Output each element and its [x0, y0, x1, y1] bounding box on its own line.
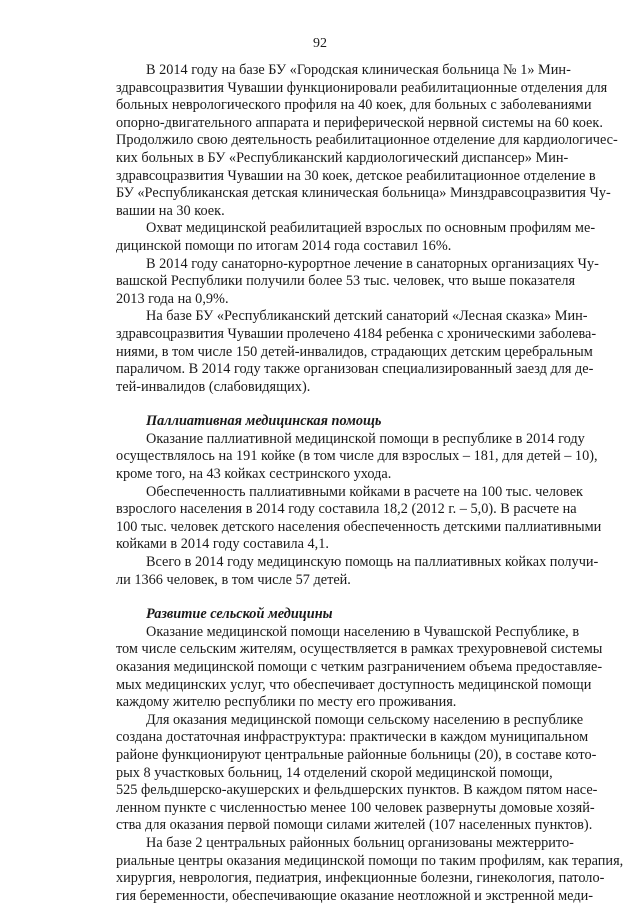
text-line: койками в 2014 году составила 4,1. — [116, 536, 329, 553]
section-spacer — [116, 589, 540, 606]
text-line: 2013 года на 0,9%. — [116, 290, 229, 307]
page-number: 92 — [313, 36, 327, 51]
paragraph — [116, 308, 597, 396]
text-line: параличом. В 2014 году также организован специализированный заезд для де- — [116, 361, 594, 378]
text-line: Охват медицинской реабилитацией взрослых по основным профилям ме- — [146, 220, 596, 237]
text-line: больных неврологического профиля на 40 коек, для больных с заболеваниями — [116, 97, 592, 114]
paragraph — [116, 220, 596, 255]
text-line: ниями, в том числе 150 детей-инвалидов, страдающих детским церебральным — [116, 343, 593, 360]
text-line: создана достаточная инфраструктура: практически в каждом муниципальном — [116, 729, 589, 746]
text-line: Оказание паллиативной медицинской помощи в республике в 2014 году — [146, 430, 585, 447]
text-line: здравсоцразвития Чувашии пролечено 4184 ребенка с хроническими заболева- — [116, 325, 597, 342]
text-line: Обеспеченность паллиативными койками в расчете на 100 тыс. человек — [146, 483, 583, 500]
section-heading: Развитие сельской медицины — [146, 606, 333, 623]
text-line: В 2014 году санаторно-курортное лечение в санаторных организациях Чу- — [146, 255, 599, 272]
text-line: Оказание медицинской помощи населению в Чувашской Республике, в — [146, 623, 580, 640]
text-line: вашской Республики получили более 53 тыс. человек, что выше показателя — [116, 273, 576, 290]
text-line: ли 1366 человек, в том числе 57 детей. — [116, 571, 351, 588]
text-line: каждому жителю республики по месту его проживания. — [116, 694, 457, 711]
text-line: оказания медицинской помощи с четким разграничением объема предоставляе- — [116, 659, 603, 675]
text-line: Для оказания медицинской помощи сельскому населению в республике — [146, 711, 584, 728]
paragraph — [116, 483, 602, 554]
text-line: вашии на 30 коек. — [116, 202, 225, 219]
text-line: хирургия, неврология, педиатрия, инфекционные болезни, гинекология, патоло- — [116, 870, 605, 887]
paragraph — [116, 623, 603, 712]
paragraph — [116, 62, 618, 220]
text-line: Продолжило свою деятельность реабилитационное отделение для кардиологичес- — [116, 132, 618, 149]
text-line: осуществлялось на 191 койке (в том числе для взрослых – 181, для детей – 10), — [116, 448, 598, 465]
text-line: дицинской помощи по итогам 2014 года составил 16%. — [116, 237, 452, 254]
text-line: здравсоцразвития Чувашии на 30 коек, детское реабилитационное отделение в — [116, 167, 596, 184]
text-line: районе функционируют центральные районные больницы (20), в составе кото- — [116, 746, 597, 763]
text-line: На базе 2 центральных районных больниц организованы межтеррито- — [146, 834, 574, 851]
text-line: На базе БУ «Республиканский детский санаторий «Лесная сказка» Мин- — [146, 308, 588, 325]
text-line: риальные центры оказания медицинской помощи по таким профилям, как терапия, — [116, 852, 624, 869]
text-line: В 2014 году на базе БУ «Городская клиническая больница № 1» Мин- — [146, 62, 571, 78]
text-line: том числе сельским жителям, осуществляется в рамках трехуровневой системы — [116, 641, 603, 658]
paragraph — [116, 430, 598, 484]
text-line: ства для оказания первой помощи силами жителей (107 населенных пунктов). — [116, 817, 593, 834]
text-line: рых 8 участковых больниц, 14 отделений скорой медицинской помощи, — [116, 764, 553, 781]
paragraph — [116, 554, 599, 589]
text-line: гия беременности, обеспечивающие оказание неотложной и экстренной меди- — [116, 887, 594, 904]
text-line: мых медицинских услуг, что обеспечивает доступность медицинской помощи — [116, 676, 592, 693]
text-line: ких больных в БУ «Республиканский кардиологический диспансер» Мин- — [116, 149, 569, 166]
paragraph — [116, 711, 598, 835]
text-line: опорно-двигательного аппарата и периферической нервной системы на 60 коек. — [116, 114, 603, 131]
text-line: здравсоцразвития Чувашии функционировали реабилитационные отделения для — [116, 79, 608, 96]
paragraph — [116, 255, 599, 309]
text-line: кроме того, на 43 койках сестринского ухода. — [116, 466, 392, 483]
text-line: 525 фельдшерско-акушерских и фельдшерских пунктов. В каждом пятом насе- — [116, 782, 598, 799]
text-line: тей-инвалидов (слабовидящих). — [116, 378, 311, 395]
text-line: ленном пункте с численностью менее 100 человек развернуты домовые хозяй- — [116, 799, 595, 816]
paragraph — [116, 834, 624, 905]
text-line: взрослого населения в 2014 году составила 18,2 (2012 г. – 5,0). В расчете на — [116, 501, 577, 518]
document-body — [116, 62, 624, 905]
section-heading: Паллиативная медицинская помощь — [146, 413, 382, 430]
section-spacer — [116, 396, 540, 413]
text-line: 100 тыс. человек детского населения обеспеченность детскими паллиативными — [116, 518, 602, 535]
text-line: БУ «Республиканская детская клиническая больница» Минздравсоцразвития Чу- — [116, 185, 611, 202]
text-line: Всего в 2014 году медицинскую помощь на паллиативных койках получи- — [146, 554, 599, 571]
